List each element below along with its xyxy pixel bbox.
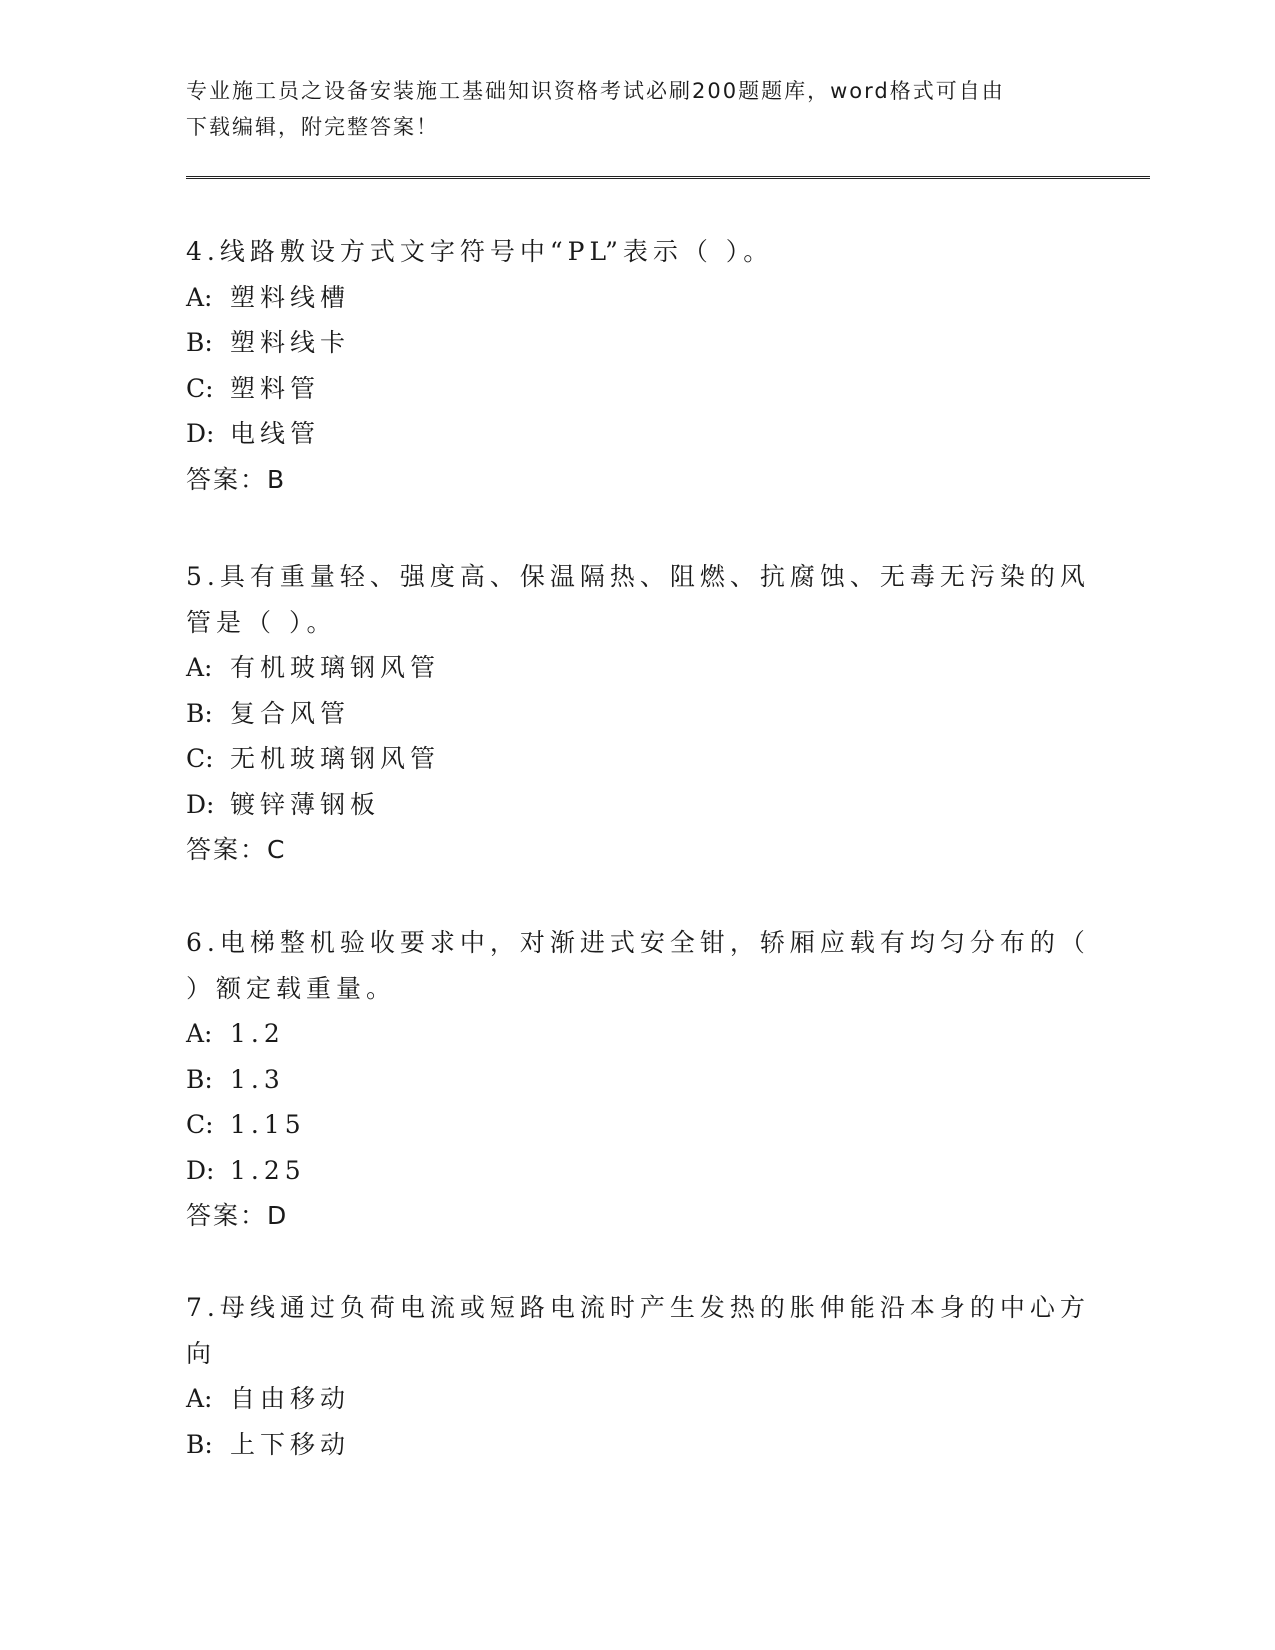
answer-line: 答案：D <box>186 1201 289 1230</box>
option-b <box>186 1057 1086 1103</box>
option-b <box>186 320 1086 366</box>
header-divider <box>186 176 1150 179</box>
option-key: D: <box>186 789 215 819</box>
option-text: 1.2 <box>230 1019 285 1048</box>
answer-line: 答案：C <box>186 835 287 864</box>
option-text: 无机玻璃钢风管 <box>230 744 441 773</box>
option-c <box>186 736 1086 782</box>
option-a <box>186 1376 1086 1422</box>
option-text: 塑料线卡 <box>230 328 351 357</box>
option-c <box>186 1102 1086 1148</box>
option-c <box>186 366 1086 412</box>
document-header <box>186 73 1056 145</box>
option-key: B: <box>186 328 213 357</box>
option-key: B: <box>186 698 213 728</box>
option-key: D: <box>186 419 215 448</box>
option-text: 塑料线槽 <box>230 282 351 312</box>
question-4 <box>186 229 1086 502</box>
option-text: 有机玻璃钢风管 <box>230 653 441 682</box>
option-text: 1.15 <box>230 1110 306 1139</box>
option-b <box>186 1422 1086 1468</box>
option-text: 塑料管 <box>230 373 321 403</box>
option-text: 1.25 <box>230 1155 306 1185</box>
option-a <box>186 645 1086 691</box>
option-text: 1.3 <box>230 1064 285 1094</box>
question-stem-cont: 向 <box>186 1338 217 1368</box>
option-d <box>186 411 1086 457</box>
question-stem: 7.母线通过负荷电流或短路电流时产生发热的胀伸能沿本身的中心方 <box>186 1293 1090 1322</box>
option-key: A: <box>186 282 213 312</box>
option-d <box>186 1148 1086 1194</box>
option-key: A: <box>186 1384 213 1413</box>
option-key: A: <box>186 1019 213 1048</box>
question-stem: 5.具有重量轻、强度高、保温隔热、阻燃、抗腐蚀、无毒无污染的风 <box>186 562 1090 591</box>
question-6 <box>186 920 1090 1239</box>
option-d <box>186 782 1086 828</box>
option-key: A: <box>186 653 213 682</box>
question-stem: 6.电梯整机验收要求中，对渐进式安全钳，轿厢应载有均匀分布的（ <box>186 928 1090 957</box>
option-key: C: <box>186 744 214 773</box>
answer-line: 答案：B <box>186 464 287 494</box>
option-a <box>186 1011 1086 1057</box>
question-stem-cont: 管是（ ）。 <box>186 607 337 637</box>
option-key: D: <box>186 1155 215 1185</box>
option-key: B: <box>186 1429 213 1459</box>
option-text: 上下移动 <box>230 1429 351 1459</box>
question-5 <box>186 554 1090 873</box>
option-key: C: <box>186 373 214 403</box>
option-text: 自由移动 <box>230 1384 351 1413</box>
option-a <box>186 275 1086 321</box>
option-text: 电线管 <box>230 419 321 448</box>
option-key: B: <box>186 1064 213 1094</box>
option-key: C: <box>186 1110 214 1139</box>
option-text: 复合风管 <box>230 698 351 728</box>
header-line-2: 下载编辑，附完整答案！ <box>186 115 439 139</box>
header-line-1: 专业施工员之设备安装施工基础知识资格考试必刷200题题库，word格式可自由 <box>186 79 1005 103</box>
option-b <box>186 691 1086 737</box>
question-stem-cont: ）额定载重量。 <box>186 973 397 1003</box>
question-7 <box>186 1285 1090 1467</box>
option-text: 镀锌薄钢板 <box>230 789 381 819</box>
question-stem: 4.线路敷设方式文字符号中“PL”表示（ ）。 <box>186 237 774 266</box>
